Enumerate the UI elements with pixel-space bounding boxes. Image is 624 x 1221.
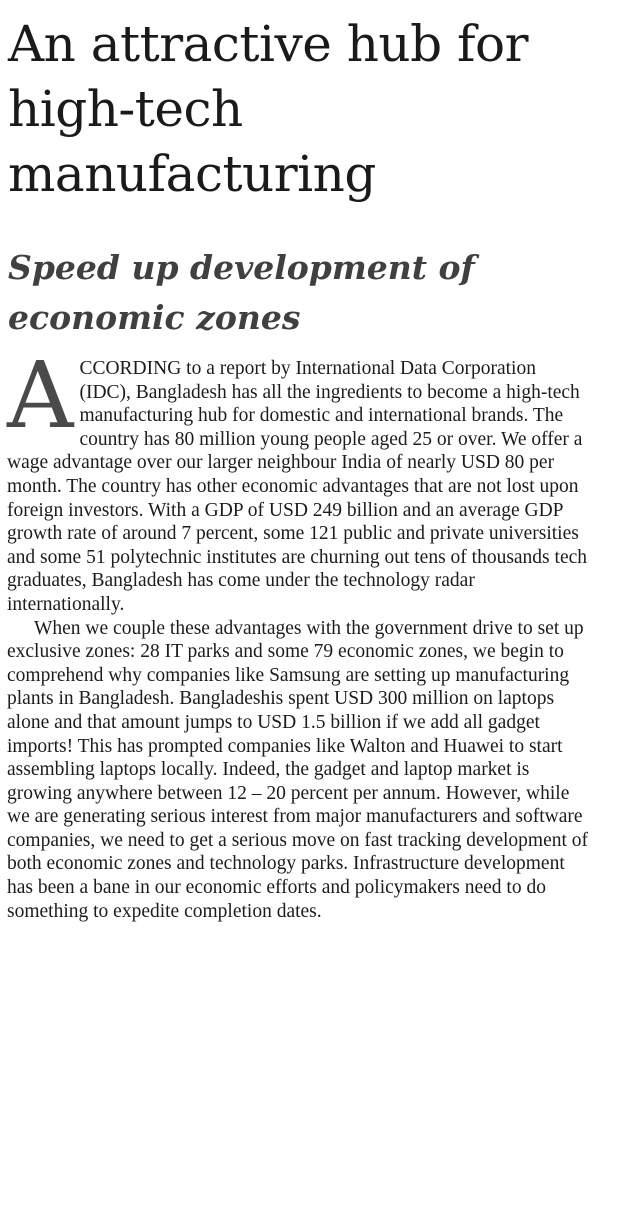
headline: An attractive hub for high-tech manufacturing	[8, 15, 529, 203]
body-paragraph-2: When we couple these advantages with the government drive to set up exclusive zones: 28 IT parks and some 79 economic zones, we begin to comprehend why companies like Samsung are setting up manufacturing plants in Bangladesh. Bangladeshis spent USD 300 million on laptops alone and that amount jumps to USD 1.5 billion if we add all gadget imports! This has prompted companies like Walton and Huawei to start assembling laptops locally. Indeed, the gadget and laptop market is growing anywhere between 12 – 20 percent per annum. However, while we are generating serious interest from major manufacturers and software companies, we need to get a serious move on fast tracking development of both economic zones and technology parks. Infrastructure development has been a bane in our economic efforts and policymakers need to do something to expedite completion dates.	[7, 617, 589, 922]
body-paragraph-1	[7, 342, 589, 617]
article-body	[7, 342, 589, 923]
drop-cap: A	[7, 342, 74, 449]
body-paragraph-1-text: CCORDING to a report by International Data Corporation (IDC), Bangladesh has all the ingredients to become a high-tech manufacturing hub for domestic and international brands. The country has 80 million young people aged 25 or over. We offer a wage advantage over our larger neighbour India of nearly USD 80 per month. The country has other economic advantages that are not lost upon foreign investors. With a GDP of USD 249 billion and an average GDP growth rate of around 7 percent, some 121 public and private universities and some 51 polytechnic institutes are churning out tens of thousands tech graduates, Bangladesh has come under the technology radar internationally.	[7, 358, 588, 615]
subheadline: Speed up development of economic zones	[8, 248, 475, 337]
